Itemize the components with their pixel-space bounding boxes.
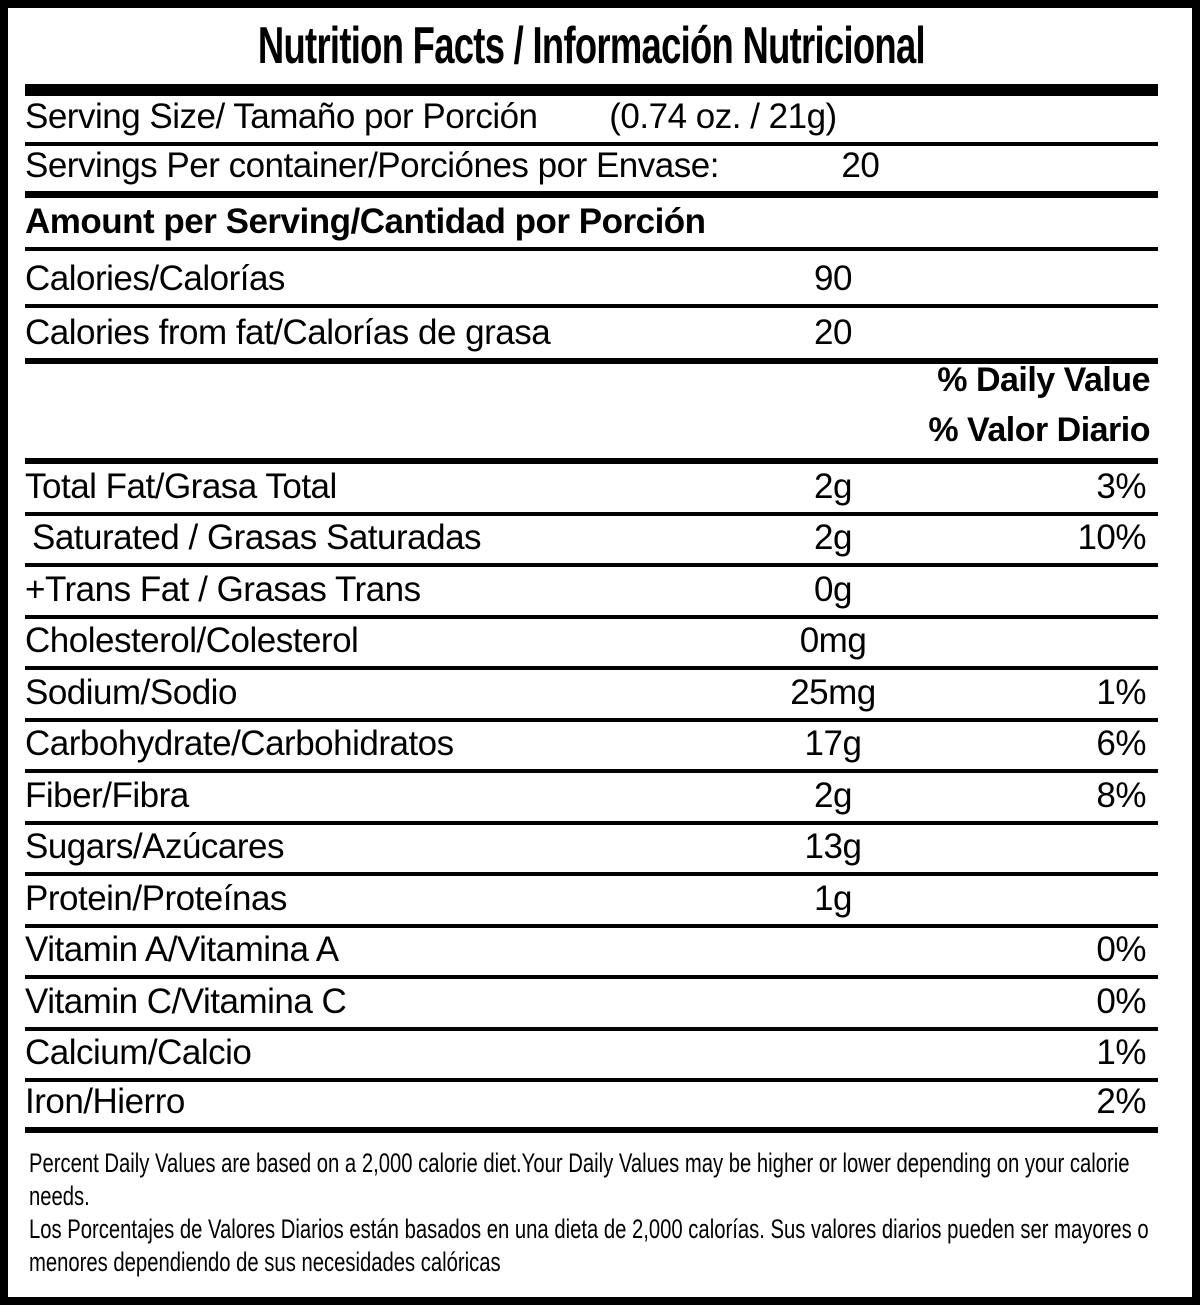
daily-value-header-es: % Valor Diario [928,411,1150,449]
nutrient-row-fiber [25,773,1158,825]
amount-per-serving-header: Amount per Serving/Cantidad por Porción [25,202,706,241]
nutrient-daily-value: 3% [1096,466,1146,506]
nutrient-row-total-fat [25,464,1158,516]
amount-per-serving-header-row [25,198,1158,251]
nutrient-daily-value: 8% [1096,775,1146,815]
nutrient-row-carbohydrate [25,722,1158,774]
label-title: Nutrition Facts / Información Nutricional [258,17,925,75]
nutrient-label: Protein/Proteínas [25,878,287,918]
nutrient-daily-value: 6% [1096,724,1146,763]
nutrient-daily-value: 2% [1096,1082,1146,1121]
nutrient-amount: 1g [814,878,852,918]
nutrient-row-vitamin-a [25,928,1158,980]
nutrient-daily-value: 10% [1077,518,1146,557]
nutrient-amount: 2g [814,466,852,506]
calories-from-fat-value: 20 [814,313,852,352]
nutrient-amount: 17g [804,724,862,763]
nutrient-label: Vitamin C/Vitamina C [25,981,347,1021]
nutrient-label: Iron/Hierro [25,1082,185,1121]
nutrient-row-sodium [25,670,1158,722]
calories-from-fat-label: Calories from fat/Calorías de grasa [25,313,551,352]
nutrient-amount: 2g [814,775,852,815]
footnote-spanish: Los Porcentajes de Valores Diarios están basados en una dieta de 2,000 calorías. Sus valores diarios pueden ser mayores o menores dependiendo de sus necesidades calóricas [29,1214,1149,1277]
footnote-english: Percent Daily Values are based on a 2,000 calorie diet.Your Daily Values may be higher or lower depending on your calorie needs. [29,1148,1130,1211]
servings-per-container-value: 20 [841,146,880,185]
nutrient-label: Cholesterol/Colesterol [25,621,359,660]
nutrient-row-protein [25,876,1158,928]
nutrient-label: Vitamin A/Vitamina A [25,930,339,969]
nutrient-amount: 13g [804,827,862,866]
calories-value: 90 [814,259,852,298]
nutrient-label: Saturated / Grasas Saturadas [32,518,482,557]
serving-size-label: Serving Size/ Tamaño por Porción [25,97,538,136]
nutrient-label: Sugars/Azúcares [25,827,285,866]
nutrient-label: Sodium/Sodio [25,672,237,712]
nutrient-row-calcium [25,1031,1158,1083]
nutrient-row-sugars [25,825,1158,877]
footnote-text-block [29,1147,1158,1279]
nutrient-daily-value: 1% [1096,1033,1146,1072]
label-header [25,8,1158,84]
nutrient-label: Total Fat/Grasa Total [25,466,337,506]
nutrient-daily-value: 1% [1096,672,1146,712]
nutrient-label: Fiber/Fibra [25,775,189,815]
footnote [25,1133,1158,1297]
label-content [8,8,1192,1297]
calories-row [25,251,1158,308]
serving-size-row [25,96,1158,146]
nutrient-label: Carbohydrate/Carbohidratos [25,724,454,763]
nutrient-daily-value: 0% [1096,930,1146,969]
nutrient-label: +Trans Fat / Grasas Trans [25,569,421,609]
nutrient-daily-value: 0% [1096,981,1146,1021]
nutrient-row-trans-fat [25,567,1158,619]
serving-size-value: (0.74 oz. / 21g) [609,97,837,136]
nutrient-amount: 2g [814,518,852,557]
nutrient-amount: 25mg [790,672,876,712]
nutrient-row-iron [25,1082,1158,1133]
nutrient-row-vitamin-c [25,979,1158,1031]
nutrient-label: Calcium/Calcio [25,1033,252,1072]
daily-value-header [25,361,1158,464]
nutrient-amount: 0mg [799,621,867,660]
servings-per-container-label: Servings Per container/Porciónes por Envase: [25,146,719,185]
nutrient-row-cholesterol [25,619,1158,671]
calories-label: Calories/Calorías [25,259,285,298]
daily-value-header-en: % Daily Value [937,361,1150,399]
nutrient-row-saturated-fat [25,516,1158,568]
servings-per-container-row [25,146,1158,198]
nutrient-amount: 0g [814,569,852,609]
title-divider-bar [25,84,1158,96]
